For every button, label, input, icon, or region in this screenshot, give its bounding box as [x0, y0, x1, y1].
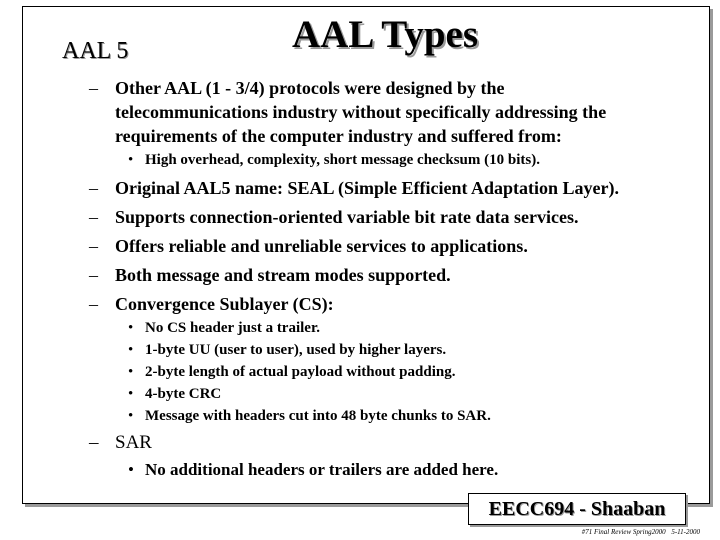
bullet-main-4	[89, 263, 451, 287]
dash-bullet: –	[89, 78, 98, 98]
sub-bullet-cs-1	[128, 318, 320, 340]
sub-bullet-cs-3	[128, 362, 456, 384]
bullet-text: Other AAL (1 - 3/4) protocols were designed by the	[115, 78, 505, 98]
bullet-text: Both message and stream modes supported.	[115, 265, 451, 285]
bullet-main-2	[89, 205, 579, 229]
bullet-text: Supports connection-oriented variable bit rate data services.	[115, 207, 579, 227]
dash-bullet: –	[89, 178, 98, 198]
sub-bullet-cs-5	[128, 406, 491, 428]
sub-bullet-text: High overhead, complexity, short message checksum (10 bits).	[145, 152, 540, 168]
footer-slide-number: #71 Final Review Spring2000	[581, 528, 666, 536]
bullet-text: Offers reliable and unreliable services to applications.	[115, 236, 528, 256]
bullet-text: Convergence Sublayer (CS):	[115, 294, 334, 314]
bullet-sar	[89, 431, 152, 455]
footer-date: 5-11-2000	[671, 528, 700, 536]
dash-bullet: –	[89, 265, 98, 285]
bullet-main-5	[89, 292, 334, 316]
sub-bullet-text: No CS header just a trailer.	[145, 320, 320, 336]
dot-bullet: •	[128, 408, 134, 424]
sub-bullet-text: 1-byte UU (user to user), used by higher layers.	[145, 342, 447, 358]
sub-bullet-cs-2	[128, 340, 447, 362]
dot-bullet: •	[128, 386, 134, 402]
dot-bullet: •	[128, 342, 134, 358]
bullet-intro-line-2	[115, 100, 606, 124]
sub-bullet-sar	[128, 459, 499, 481]
dot-bullet: •	[128, 460, 134, 479]
sub-bullet-text: Message with headers cut into 48 byte chunks to SAR.	[145, 408, 491, 424]
bullet-main-1	[89, 176, 620, 200]
dot-bullet: •	[128, 152, 134, 168]
sub-bullet-text: 4-byte CRC	[145, 386, 222, 402]
dash-bullet: –	[89, 294, 98, 314]
sub-bullet-text: 2-byte length of actual payload without padding.	[145, 364, 456, 380]
slide-title: AAL Types	[291, 13, 479, 56]
bullet-text: requirements of the computer industry and suffered from:	[115, 126, 562, 146]
sub-bullet-text: No additional headers or trailers are added here.	[145, 460, 499, 479]
footer-meta	[578, 528, 700, 536]
dot-bullet: •	[128, 364, 134, 380]
dash-bullet: –	[89, 207, 98, 227]
bullet-text: SAR	[115, 432, 152, 453]
bullet-main-3	[89, 234, 528, 258]
sub-bullet-intro	[128, 150, 540, 172]
dash-bullet: –	[89, 236, 98, 256]
section-label: AAL 5	[62, 38, 129, 64]
bullet-intro-line-3	[115, 124, 562, 148]
sub-bullet-cs-4	[128, 384, 222, 406]
bullet-text: Original AAL5 name: SEAL (Simple Efficient Adaptation Layer).	[115, 178, 620, 198]
bullet-text: telecommunications industry without specifically addressing the	[115, 102, 607, 122]
dash-bullet: –	[89, 432, 99, 453]
course-footer-box: EECC694 - Shaaban	[468, 493, 686, 525]
bullet-intro-line-1	[89, 76, 505, 100]
dot-bullet: •	[128, 320, 134, 336]
